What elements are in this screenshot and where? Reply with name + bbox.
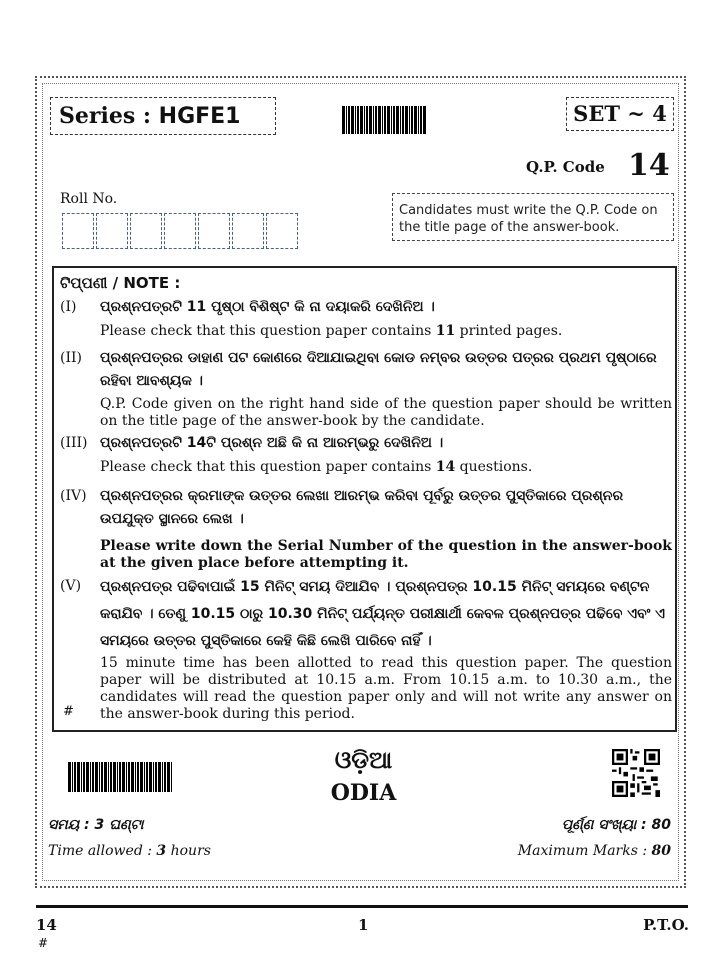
barcode-bar	[364, 106, 365, 134]
barcode-bar	[348, 106, 350, 134]
barcode-bar	[382, 106, 383, 134]
barcode-bar	[423, 106, 426, 134]
time-unit: hours	[166, 843, 211, 859]
barcode-bar	[375, 106, 377, 134]
note-item-english	[100, 323, 672, 340]
barcode-bar	[357, 106, 359, 134]
note-item-odia: ପ୍ରଶ୍ନପତ୍ରର କ୍ରମାଙ୍କ ଉତ୍ତର ଲେଖା ଆରମ୍ଭ କରିବା ପୂର୍ବରୁ ଉତ୍ତର ପୁସ୍ତିକାରେ ପ୍ରଶ୍ନର ଉପଯୁକ୍ତ ସ୍ଥାନରେ ଲେଖ ।	[100, 488, 624, 527]
time-allowed-odia: ସମୟ : 3 ଘଣ୍ଟା	[48, 817, 144, 833]
footer-qp-code: 14	[36, 916, 57, 934]
note-item-english-text: Please check that this question paper contains	[100, 323, 436, 339]
note-item-odia: ପ୍ରଶ୍ନପତ୍ରର ଡାହାଣ ପଟ କୋଣରେ ଦିଆଯାଇଥିବା କୋଡ ନମ୍ବର ଉତ୍ତର ପତ୍ରର ପ୍ରଥମ ପୃଷ୍ଠାରେ ରହିବା ଆବଶ୍ୟକ ।	[100, 350, 657, 389]
roll-number-boxes[interactable]	[62, 213, 300, 249]
barcode-bar	[420, 106, 422, 134]
note-title: ଟିପ୍ପଣୀ / NOTE :	[60, 274, 181, 292]
note-item-english: Please write down the Serial Number of the question in the answer-book at the given place before attempting it.	[100, 538, 672, 571]
barcode-bar	[378, 106, 381, 134]
note-item-english-bold: 14	[435, 459, 456, 475]
note-item-english-text: Please check that this question paper contains	[100, 459, 436, 475]
barcode-bar	[351, 106, 354, 134]
time-label: Time allowed :	[48, 843, 157, 859]
barcode-top	[342, 106, 427, 134]
qr-code-icon	[612, 749, 660, 797]
barcode-bar	[400, 106, 401, 134]
barcode-bar	[373, 106, 374, 134]
roll-box[interactable]	[164, 213, 196, 249]
barcode-bar	[411, 106, 413, 134]
barcode-bar	[346, 106, 347, 134]
roll-box[interactable]	[232, 213, 264, 249]
set-box: SET ~ 4	[566, 97, 674, 131]
footer-pto: P.T.O.	[643, 916, 689, 934]
roll-box[interactable]	[266, 213, 298, 249]
barcode-bar	[409, 106, 410, 134]
barcode-bar	[391, 106, 392, 134]
marks-value: 80	[651, 843, 671, 859]
hash-mark: #	[63, 704, 74, 719]
note-item-number: (II)	[60, 350, 82, 366]
barcode-bar	[418, 106, 419, 134]
maximum-marks-english	[518, 843, 671, 859]
time-value: 3	[156, 843, 167, 859]
qp-code-value: 14	[628, 148, 670, 183]
barcode-bar	[387, 106, 390, 134]
barcode-bar	[366, 106, 368, 134]
time-allowed-english	[48, 843, 211, 859]
note-item-odia: ପ୍ରଶ୍ନପତ୍ର ପଢିବାପାଇଁ 15 ମିନିଟ୍ ସମୟ ଦିଆଯିବ । ପ୍ରଶ୍ନପତ୍ର 10.15 ମିନିଟ୍ ସମୟରେ ବଣ୍ଟନ କରାଯିବ । ତେଣୁ 10.15 ଠାରୁ 10.30 ମିନିଟ୍ ପର୍ଯ୍ୟନ୍ତ ପରୀକ୍ଷାର୍ଥୀ କେବଳ ପ୍ରଶ୍ନପତ୍ର ପଢିବେ ଏବଂ ଏ ସମୟରେ ଉତ୍ତର ପୁସ୍ତିକାରେ କେହି କିଛି ଲେଖି ପାରିବେ ନାହିଁ ।	[100, 579, 666, 649]
footer-hash-mark: #	[38, 936, 49, 950]
barcode-bar	[405, 106, 408, 134]
roll-box[interactable]	[130, 213, 162, 249]
barcode-bar	[369, 106, 372, 134]
barcode-bar	[402, 106, 404, 134]
note-item-odia: ପ୍ରଶ୍ନପତ୍ରଟି 11 ପୃଷ୍ଠା ବିଶିଷ୍ଟ କି ନା ଦୟାକରି ଦେଖିନିଅ ।	[100, 299, 435, 315]
footer-rule	[36, 905, 688, 908]
candidate-note: Candidates must write the Q.P. Code on the title page of the answer-book.	[392, 193, 674, 241]
subject-english: ODIA	[330, 780, 397, 806]
roll-box[interactable]	[62, 213, 94, 249]
roll-number-label: Roll No.	[60, 191, 118, 207]
note-item-english	[100, 459, 672, 476]
barcode-bar	[393, 106, 395, 134]
barcode-bar	[414, 106, 417, 134]
barcode-bar	[355, 106, 356, 134]
note-item-odia: ପ୍ରଶ୍ନପତ୍ରଟି 14ଟି ପ୍ରଶ୍ନ ଅଛି କି ନା ଆରମ୍ଭରୁ ଦେଖିନିଅ ।	[100, 435, 444, 451]
qp-code-label: Q.P. Code	[526, 158, 605, 176]
note-item-english: 15 minute time has been allotted to read this question paper. The question paper will be distributed at 10.15 a.m. From 10.15 a.m. to 10.30 a.m., the candidates will read the question paper only and will not write any answer on the answer-book during this period.	[100, 655, 672, 722]
note-item-number: (III)	[60, 435, 88, 451]
roll-box[interactable]	[198, 213, 230, 249]
note-item-number: (V)	[60, 578, 82, 594]
note-item-english: Q.P. Code given on the right hand side of the question paper should be written on the title page of the answer-book by the candidate.	[100, 396, 672, 429]
note-item-english-bold: 11	[435, 323, 456, 339]
maximum-marks-odia: ପୂର୍ଣ୍ଣ ସଂଖ୍ୟା : 80	[561, 817, 671, 833]
series-box	[50, 97, 276, 135]
barcode-bar	[384, 106, 386, 134]
marks-label: Maximum Marks :	[517, 843, 652, 859]
series-code: HGFE1	[158, 104, 241, 129]
footer-page-number: 1	[358, 916, 369, 934]
roll-box[interactable]	[96, 213, 128, 249]
note-item-number: (I)	[60, 299, 77, 315]
series-label: Series :	[59, 103, 159, 129]
note-item-english-text: printed pages.	[455, 323, 563, 339]
barcode-bar	[396, 106, 399, 134]
subject-odia: ଓଡ଼ିଆ	[334, 746, 393, 774]
barcode-bar	[360, 106, 363, 134]
note-item-english-text: questions.	[455, 459, 533, 475]
note-item-number: (IV)	[60, 488, 87, 504]
barcode-bar	[342, 106, 345, 134]
